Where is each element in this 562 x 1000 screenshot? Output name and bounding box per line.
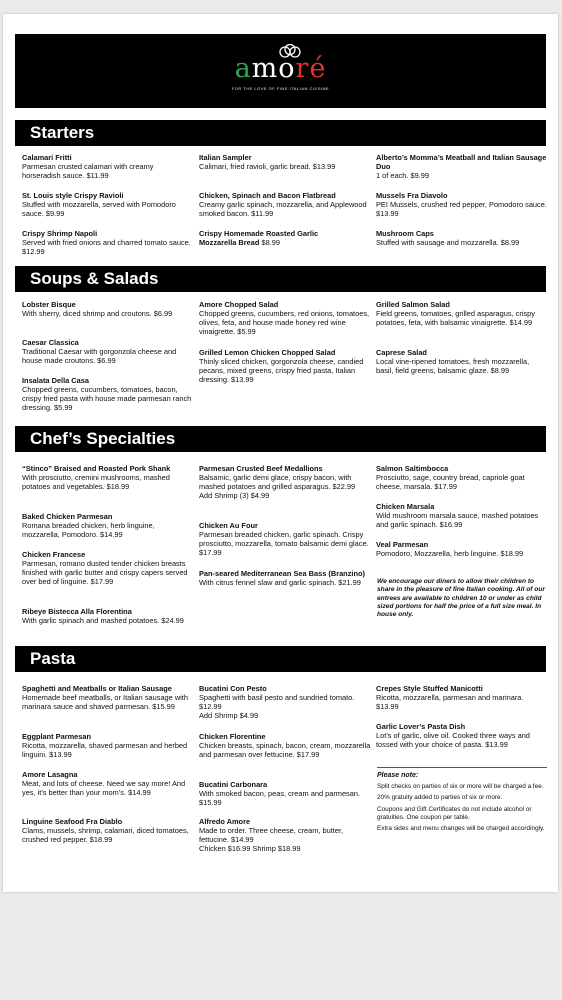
please-note-line: Split checks on parties of six or more will be charged a fee. — [377, 783, 544, 791]
menu-item: Chicken Florentine Chicken breasts, spinach, bacon, cream, mozzarella and parmesan over fettucine. $17.99 — [199, 732, 371, 759]
please-note-line: Coupons and Gift Certificates do not include alcohol or gratuities. One coupon per table. — [377, 805, 532, 821]
menu-item: Parmesan Crusted Beef Medallions Balsamic, garlic demi glace, crispy bacon, with mashed potatoes and grilled asparagus. $22.99 Add Shrimp (3) $4.99 — [199, 464, 356, 500]
menu-item: Grilled Lemon Chicken Chopped Salad Thinly sliced chicken, gorgonzola cheese, candied pecans, mixed greens, crispy fried pasta, Italian dressing. $13.99 — [199, 348, 364, 384]
please-note-box — [377, 767, 547, 836]
section-soups-salads: Soups & Salads — [15, 266, 546, 292]
menu-item: St. Louis style Crispy Ravioli Stuffed with mozzarella, served with Pomodoro sauce. $9.99 — [22, 191, 176, 218]
menu-item: Ribeye Bistecca Alla Florentina With garlic spinach and mashed potatoes. $24.99 — [22, 607, 184, 625]
menu-item: Italian Sampler Calimari, fried ravioli, garlic bread. $13.99 — [199, 153, 336, 171]
menu-item: Alberto’s Momma’s Meatball and Italian Sausage Duo 1 of each. $9.99 — [376, 153, 547, 180]
children-note: We encourage our diners to allow their children to share in the pleasure of fine Italian cooking. All of our entrees are available to children 10 or under as child sized portions for half the price of a full size meal. In house only. — [377, 578, 545, 619]
menu-item: Amore Chopped Salad Chopped greens, cucumbers, red onions, tomatoes, olives, feta, and house made honey red wine vinaigrette. $5.99 — [199, 300, 370, 336]
please-note-line: Extra sides and menu changes will be charged accordingly. — [377, 825, 545, 833]
menu-header — [15, 34, 546, 108]
menu-item: Crispy Shrimp Napoli Served with fried onions and charred tomato sauce. $12.99 — [22, 229, 191, 256]
menu-item: Caesar Classica Traditional Caesar with gorgonzola cheese and house made croutons. $6.99 — [22, 338, 177, 365]
menu-item: Lobster Bisque With sherry, diced shrimp and croutons. $6.99 — [22, 300, 173, 318]
menu-item: Alfredo Amore Made to order. Three cheese, cream, butter, fettucine. $14.99 Chicken $16.99 Shrimp $18.99 — [199, 817, 344, 853]
menu-item: Bucatini Carbonara With smoked bacon, peas, cream and parmesan. $15.99 — [199, 780, 361, 807]
menu-item: Grilled Salmon Salad Field greens, tomatoes, grilled asparagus, crispy potatoes, feta, with balsamic vinaigrette. $14.99 — [376, 300, 535, 327]
section-starters: Starters — [15, 120, 546, 146]
menu-item: Veal Parmesan Pomodoro, Mozzarella, herb linguine. $18.99 — [376, 540, 524, 558]
menu-item: Eggplant Parmesan Ricotta, mozzarella, shaved parmesan and herbed linguini. $13.99 — [22, 732, 188, 759]
menu-item: Chicken Marsala Wild mushroom marsala sauce, mashed potatoes and garlic spinach. $16.99 — [376, 502, 539, 529]
menu-item: Mussels Fra Diavolo PEI Mussels, crushed red pepper, Pomodoro sauce. $13.99 — [376, 191, 547, 218]
menu-item: Bucatini Con Pesto Spaghetti with basil pesto and sundried tomato. $12.99 Add Shrimp $4.99 — [199, 684, 355, 720]
menu-item: Chicken Francese Parmesan, romano dusted tender chicken breasts finished with garlic butter and crispy capers served over bed of linguine. $17.99 — [22, 550, 188, 586]
menu-item: Crepes Style Stuffed Manicotti Ricotta, mozzarella, parmesan and marinara. $13.99 — [376, 684, 524, 711]
menu-item: Salmon Saltimbocca Prosciutto, sage, country bread, capriole goat cheese, marsala. $17.99 — [376, 464, 525, 491]
menu-item: Garlic Lover’s Pasta Dish Lot’s of garlic, olive oil. Cooked three ways and tossed with your choice of pasta. $13.99 — [376, 722, 530, 749]
menu-item: Chicken, Spinach and Bacon Flatbread Creamy garlic spinach, mozzarella, and Applewood smoked bacon. $11.99 — [199, 191, 367, 218]
please-note-line: 20% gratuity added to parties of six or more. — [377, 794, 503, 802]
menu-item: Insalata Della Casa Chopped greens, cucumbers, tomatoes, bacon, crispy fried pasta with house made parmesan ranch dressing. $5.99 — [22, 376, 192, 412]
please-note-title: Please note: — [377, 772, 419, 779]
menu-item: Pan-seared Mediterranean Sea Bass (Branzino) With citrus fennel slaw and garlic spinach. $21.99 — [199, 569, 365, 587]
tagline: FOR THE LOVE OF FINE ITALIAN CUISINE — [231, 86, 330, 91]
menu-item: “Stinco” Braised and Roasted Pork Shank With prosciutto, cremini mushrooms, mashed potatoes and vegetables. $18.99 — [22, 464, 171, 491]
menu-item: Caprese Salad Local vine-ripened tomatoes, fresh mozzarella, basil, field greens, balsamic glaze. $8.99 — [376, 348, 530, 375]
menu-item: Crispy Homemade Roasted Garlic Mozzarella Bread $8.99 — [199, 229, 319, 247]
menu-item: Chicken Au Four Parmesan breaded chicken, garlic spinach. Crispy prosciutto, mozzarella, tomato balsamic demi glace. $17.99 — [199, 521, 369, 557]
restaurant-logo: amoré — [234, 53, 327, 84]
section-chefs-specialties: Chef’s Specialties — [15, 426, 546, 452]
menu-item: Linguine Seafood Fra Diablo Clams, mussels, shrimp, calamari, diced tomatoes, crushed red pepper. $18.99 — [22, 817, 189, 844]
section-pasta: Pasta — [15, 646, 546, 672]
menu-item: Calamari Fritti Parmesan crusted calamari with creamy horseradish sauce. $11.99 — [22, 153, 154, 180]
menu-item: Spaghetti and Meatballs or Italian Sausage Homemade beef meatballs, or Italian sausage with marinara sauce and shaved parmesan. $15.99 — [22, 684, 188, 711]
menu-item: Mushroom Caps Stuffed with sausage and mozzarella. $8.99 — [376, 229, 520, 247]
menu-item: Amore Lasagna Meat, and lots of cheese. Need we say more! And yes, it’s better than your mom’s. $14.99 — [22, 770, 186, 797]
menu-item: Baked Chicken Parmesan Romana breaded chicken, herb linguine, mozzarella, Pomodoro. $14.99 — [22, 512, 155, 539]
menu-page — [3, 14, 558, 892]
